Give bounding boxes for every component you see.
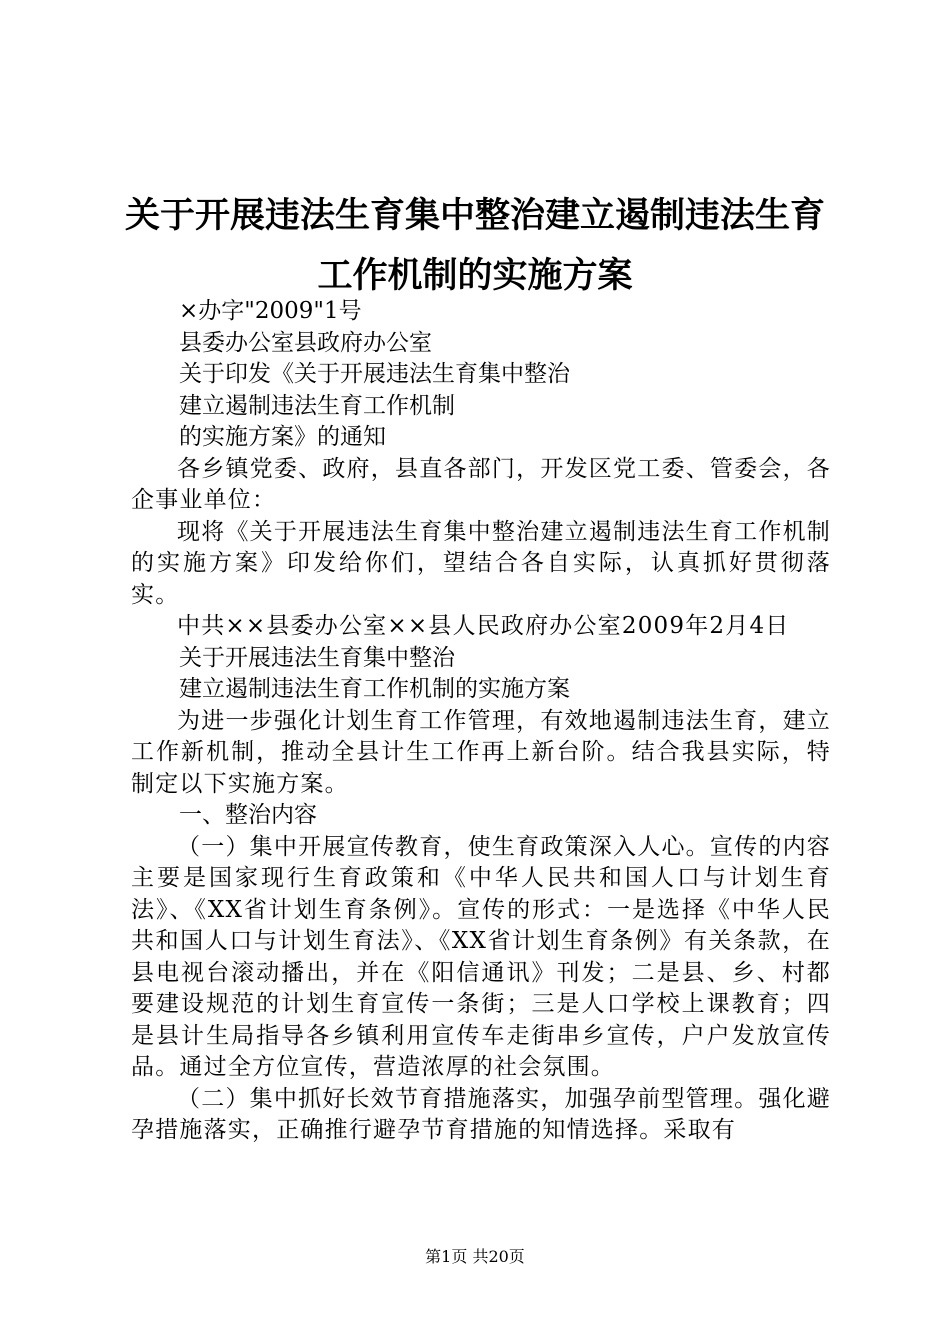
document-title-line2: 工作机制的实施方案	[317, 256, 633, 296]
issuer: 县委办公室县政府办公室	[179, 329, 432, 356]
intro-paragraph: 为进一步强化计划生育工作管理，有效地遏制违法生育，建立工作新机制，推动全县计生工作再上新台阶。结合我县实际，特制定以下实施方案。	[131, 707, 831, 797]
document-title-line1: 关于开展违法生育集中整治建立遏制违法生育	[124, 196, 825, 236]
page-footer: 第1页 共20页	[425, 1247, 525, 1266]
document-body	[131, 296, 831, 1147]
item2-paragraph: （二）集中抓好长效节育措施落实，加强孕前型管理。强化避孕措施落实，正确推行避孕节育措施的知情选择。采取有	[131, 1085, 831, 1143]
signature-paragraph: 中共××县委办公室××县人民政府办公室2009年2月4日	[177, 613, 790, 639]
section-heading: 一、整治内容	[179, 802, 317, 828]
item1-paragraph: （一）集中开展宣传教育，使生育政策深入人心。宣传的内容主要是国家现行生育政策和《中华人民共和国人口与计划生育法》、《XX省计划生育条例》。宣传的形式：一是选择《中华人民共和国人口与计划生育法》、《XX省计划生育条例》有关条款，在县电视台滚动播出，并在《阳信通讯》刊发；二是县、乡、村都要建设规范的计划生育宣传一条街；三是人口学校上课教育；四是县计生局指导各乡镇利用宣传车走街串乡宣传，户户发放宣传品。通过全方位宣传，营造浓厚的社会氛围。	[131, 833, 831, 1080]
notice-body-paragraph: 现将《关于开展违法生育集中整治建立遏制违法生育工作机制的实施方案》印发给你们，望结合各自实际，认真抓好贯彻落实。	[131, 518, 831, 608]
recipients-paragraph: 各乡镇党委、政府，县直各部门，开发区党工委、管委会，各企事业单位：	[131, 455, 831, 513]
notice-subject-line1: 关于印发《关于开展违法生育集中整治	[179, 361, 570, 387]
notice-subject-line2: 建立遏制违法生育工作机制	[179, 392, 455, 419]
notice-subject-line3: 的实施方案》的通知	[179, 424, 386, 450]
plan-title-line1: 关于开展违法生育集中整治	[179, 644, 455, 671]
plan-title-line2: 建立遏制违法生育工作机制的实施方案	[179, 676, 570, 702]
doc-number: ×办字"2009"1号	[179, 298, 362, 324]
